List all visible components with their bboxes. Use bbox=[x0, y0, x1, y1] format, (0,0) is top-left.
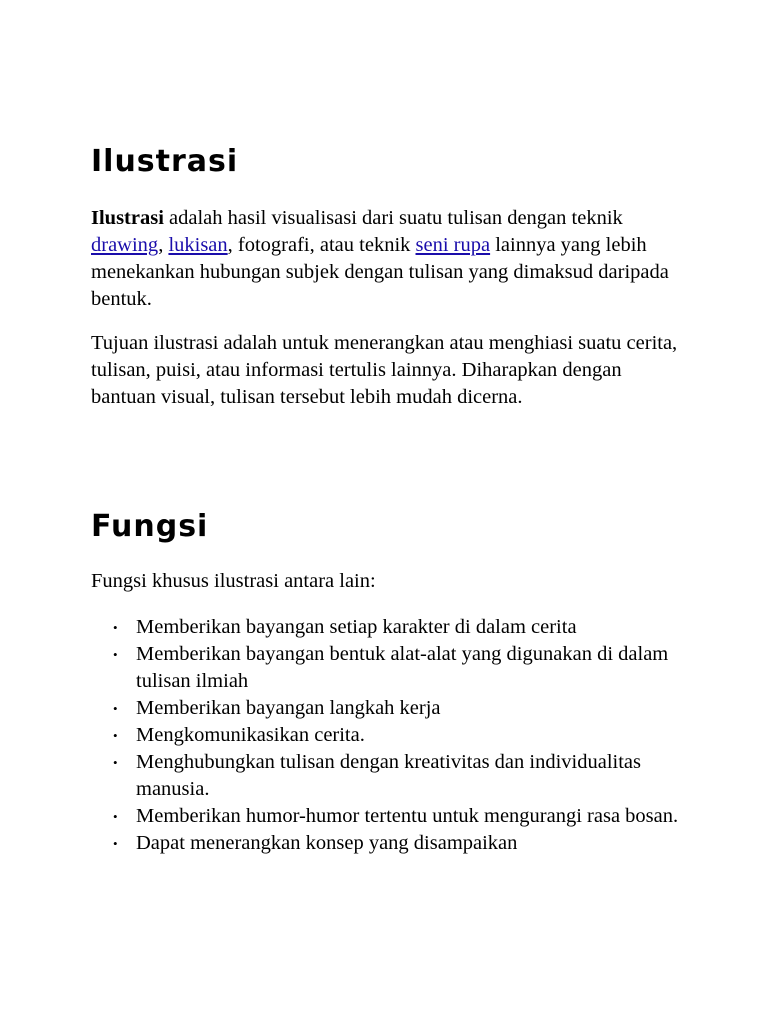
list-item-text: Menghubungkan tulisan dengan kreativitas dan individualitas manusia. bbox=[136, 751, 641, 800]
heading-fungsi: Fungsi bbox=[91, 509, 209, 544]
bullet: • bbox=[113, 809, 118, 824]
term-ilustrasi: Ilustrasi bbox=[91, 207, 164, 229]
list-item bbox=[91, 749, 681, 803]
list-item bbox=[91, 722, 681, 749]
list-item-text: Dapat menerangkan konsep yang disampaikan bbox=[136, 832, 518, 854]
bullet: • bbox=[113, 836, 118, 851]
bullet: • bbox=[113, 647, 118, 662]
list-item-text: Memberikan bayangan setiap karakter di dalam cerita bbox=[136, 616, 577, 638]
list-item-text: Memberikan humor-humor tertentu untuk mengurangi rasa bosan. bbox=[136, 805, 679, 827]
link-seni-rupa[interactable]: seni rupa bbox=[415, 234, 491, 256]
text-segment: , fotografi, atau teknik bbox=[227, 234, 416, 256]
list-item bbox=[91, 641, 681, 695]
function-list bbox=[91, 614, 681, 857]
link-lukisan[interactable]: lukisan bbox=[168, 234, 228, 256]
link-drawing[interactable]: drawing bbox=[91, 234, 159, 256]
list-item bbox=[91, 803, 681, 830]
paragraph-definition bbox=[91, 205, 691, 313]
text-segment: adalah hasil visualisasi dari suatu tulisan dengan teknik bbox=[163, 207, 623, 229]
list-item bbox=[91, 695, 681, 722]
paragraph-intro: Fungsi khusus ilustrasi antara lain: bbox=[91, 570, 376, 592]
bullet: • bbox=[113, 728, 118, 743]
heading-ilustrasi: Ilustrasi bbox=[91, 144, 239, 179]
paragraph-purpose: Tujuan ilustrasi adalah untuk menerangkan atau menghiasi suatu cerita, tulisan, puisi, atau informasi tertulis lainnya. Diharapkan dengan bantuan visual, tulisan tersebut lebih mudah dicerna. bbox=[91, 332, 678, 408]
text-segment: , bbox=[158, 234, 169, 256]
list-item bbox=[91, 830, 681, 857]
bullet: • bbox=[113, 620, 118, 635]
text-segment: lainnya yang lebih menekankan hubungan subjek dengan tulisan yang dimaksud daripada bentuk. bbox=[91, 234, 669, 310]
list-item bbox=[91, 614, 681, 641]
bullet: • bbox=[113, 755, 118, 770]
list-item-text: Memberikan bayangan bentuk alat-alat yang digunakan di dalam tulisan ilmiah bbox=[136, 643, 669, 692]
list-item-text: Memberikan bayangan langkah kerja bbox=[136, 697, 441, 719]
bullet: • bbox=[113, 701, 118, 716]
list-item-text: Mengkomunikasikan cerita. bbox=[136, 724, 365, 746]
